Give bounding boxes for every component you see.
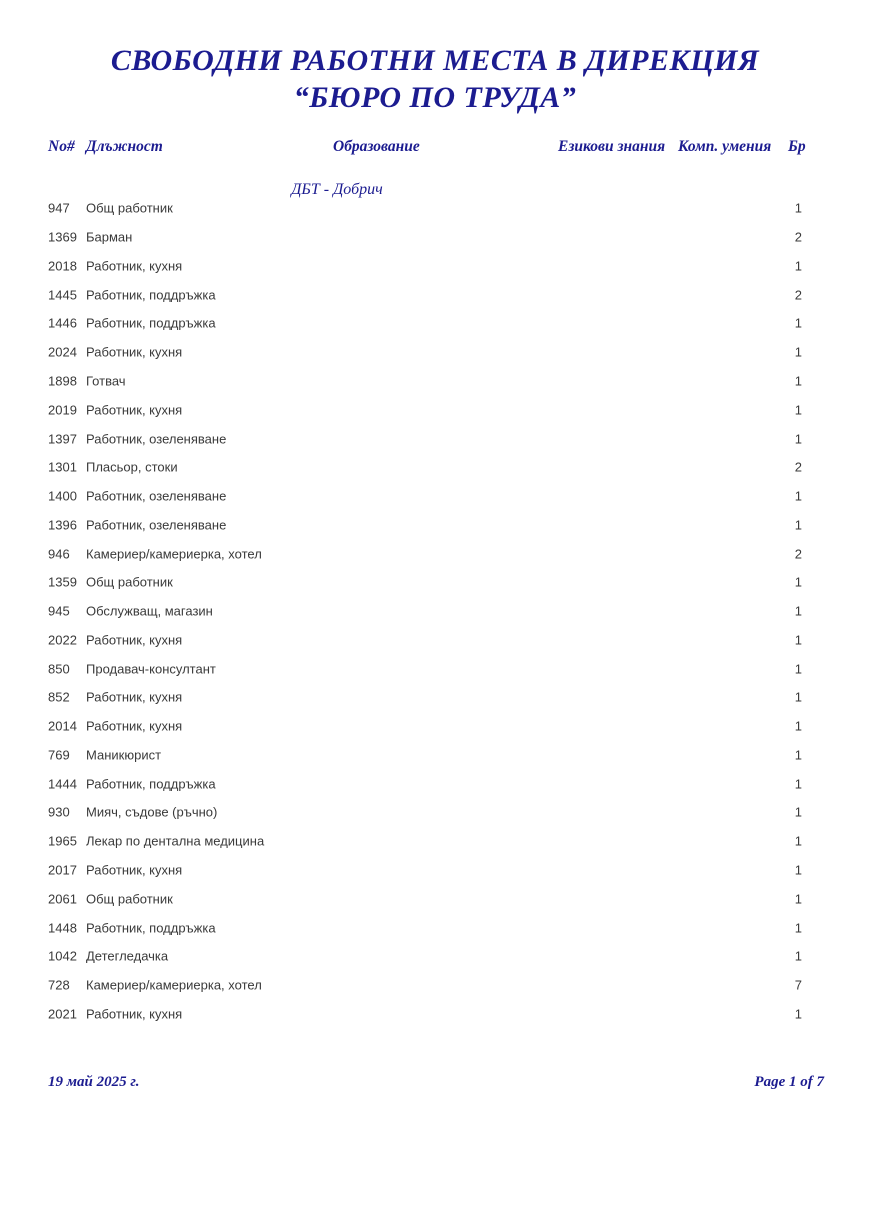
row-count: 1: [794, 920, 802, 936]
row-number: 2014: [48, 718, 77, 734]
row-position: Работник, кухня: [86, 862, 183, 878]
row-count: 1: [794, 574, 802, 590]
table-row: [0, 309, 870, 338]
row-number: 852: [48, 689, 70, 705]
table-row: [0, 856, 870, 885]
table-row: [0, 597, 870, 626]
document-title: [0, 42, 870, 116]
table-row: [0, 338, 870, 367]
row-number: 728: [48, 977, 70, 993]
row-count: 2: [794, 287, 802, 303]
row-position: Лекар по дентална медицина: [86, 833, 265, 849]
row-position: Работник, кухня: [86, 344, 183, 360]
column-header-no: No#: [48, 138, 75, 155]
table-row: [0, 913, 870, 942]
row-position: Продавач-консултант: [86, 661, 216, 677]
row-number: 1397: [48, 431, 77, 446]
row-number: 1444: [48, 776, 77, 792]
table-row: [0, 395, 870, 424]
row-count: 1: [794, 517, 802, 533]
row-number: 2024: [48, 344, 77, 360]
row-position: Общ работник: [86, 574, 173, 590]
row-number: 1448: [48, 920, 77, 936]
row-position: Работник, кухня: [86, 1006, 183, 1022]
row-position: Общ работник: [86, 200, 173, 216]
table-body: [0, 194, 870, 1028]
row-position: Готвач: [86, 373, 126, 389]
table-row: [0, 712, 870, 741]
table-row: [0, 223, 870, 252]
row-count: 1: [794, 833, 802, 849]
table-row: [0, 482, 870, 511]
table-row: [0, 769, 870, 798]
row-position: Общ работник: [86, 891, 173, 907]
row-count: 1: [794, 258, 802, 274]
section-header: ДБТ - Добрич: [291, 181, 383, 198]
row-count: 1: [794, 488, 802, 504]
row-number: 1446: [48, 315, 77, 331]
document-title-line2: “БЮРО ПО ТРУДА”: [293, 81, 577, 114]
row-count: 1: [794, 948, 802, 964]
row-number: 1965: [48, 833, 77, 849]
row-number: 2017: [48, 862, 77, 878]
table-row: [0, 999, 870, 1028]
row-count: 1: [794, 402, 802, 418]
row-position: Детегледачка: [86, 948, 169, 964]
row-number: 2022: [48, 632, 77, 648]
table-row: [0, 654, 870, 683]
row-position: Работник, поддръжка: [86, 776, 216, 792]
row-count: 1: [794, 661, 802, 677]
table-column-headers: [0, 138, 870, 158]
table-row: [0, 194, 870, 223]
column-header-count: Бр: [788, 138, 806, 155]
row-position: Камериер/камериерка, хотел: [86, 546, 262, 562]
row-position: Работник, кухня: [86, 632, 183, 648]
column-header-languages: Езикови знания: [558, 138, 666, 155]
row-position: Работник, кухня: [86, 402, 183, 418]
row-count: 1: [794, 344, 802, 360]
table-row: [0, 625, 870, 654]
row-count: 1: [794, 603, 802, 619]
row-count: 1: [794, 776, 802, 792]
table-row: [0, 252, 870, 281]
row-position: Работник, кухня: [86, 718, 183, 734]
row-number: 2061: [48, 891, 77, 907]
row-number: 930: [48, 804, 70, 820]
table-row: [0, 971, 870, 1000]
row-number: 2021: [48, 1006, 77, 1022]
row-count: 1: [794, 431, 802, 446]
table-row: [0, 424, 870, 453]
row-number: 850: [48, 661, 70, 677]
row-count: 1: [794, 804, 802, 820]
table-row: [0, 539, 870, 568]
row-number: 1445: [48, 287, 77, 303]
row-count: 1: [794, 862, 802, 878]
row-number: 2018: [48, 258, 77, 274]
table-row: [0, 942, 870, 971]
table-row: [0, 453, 870, 482]
row-position: Работник, кухня: [86, 689, 183, 705]
row-position: Работник, поддръжка: [86, 287, 216, 303]
row-position: Работник, озеленяване: [86, 488, 227, 504]
row-count: 1: [794, 315, 802, 331]
table-row: [0, 884, 870, 913]
row-number: 1898: [48, 373, 77, 389]
column-header-position: Длъжност: [86, 138, 163, 155]
row-position: Работник, озеленяване: [86, 517, 227, 533]
column-header-computer: Комп. умения: [678, 138, 772, 155]
table-row: [0, 683, 870, 712]
row-number: 1369: [48, 229, 77, 245]
footer-page-number: Page 1 of 7: [754, 1074, 824, 1090]
row-count: 2: [794, 459, 802, 475]
row-position: Маникюрист: [86, 747, 162, 763]
row-count: 1: [794, 200, 802, 216]
row-count: 2: [794, 229, 802, 245]
row-position: Мияч, съдове (ръчно): [86, 804, 218, 820]
table-row: [0, 510, 870, 539]
row-number: 946: [48, 546, 70, 562]
row-number: 769: [48, 747, 70, 763]
row-position: Работник, поддръжка: [86, 315, 216, 331]
row-number: 1301: [48, 459, 77, 475]
table-row: [0, 280, 870, 309]
row-position: Барман: [86, 229, 133, 245]
row-number: 1042: [48, 948, 77, 964]
row-position: Камериер/камериерка, хотел: [86, 977, 262, 993]
row-count: 1: [794, 632, 802, 648]
row-count: 1: [794, 747, 802, 763]
row-count: 1: [794, 1006, 802, 1022]
row-position: Пласьор, стоки: [86, 459, 178, 475]
row-position: Работник, озеленяване: [86, 431, 227, 446]
row-position: Работник, кухня: [86, 258, 183, 274]
footer-date: 19 май 2025 г.: [48, 1074, 140, 1090]
row-number: 1396: [48, 517, 77, 533]
row-number: 2019: [48, 402, 77, 418]
row-position: Работник, поддръжка: [86, 920, 216, 936]
row-count: 1: [794, 891, 802, 907]
row-count: 1: [794, 689, 802, 705]
row-count: 1: [794, 718, 802, 734]
page-footer: [0, 1074, 870, 1094]
row-number: 1359: [48, 574, 77, 590]
column-header-education: Образование: [333, 138, 420, 155]
document-title-line1: СВОБОДНИ РАБОТНИ МЕСТА В ДИРЕКЦИЯ: [110, 44, 760, 77]
row-number: 1400: [48, 488, 77, 504]
row-count: 7: [794, 977, 802, 993]
row-count: 1: [794, 373, 802, 389]
row-number: 947: [48, 200, 70, 216]
row-position: Обслужващ, магазин: [86, 603, 213, 619]
table-row: [0, 367, 870, 396]
row-number: 945: [48, 603, 70, 619]
row-count: 2: [794, 546, 802, 562]
table-row: [0, 798, 870, 827]
table-row: [0, 568, 870, 597]
table-row: [0, 741, 870, 770]
table-row: [0, 827, 870, 856]
